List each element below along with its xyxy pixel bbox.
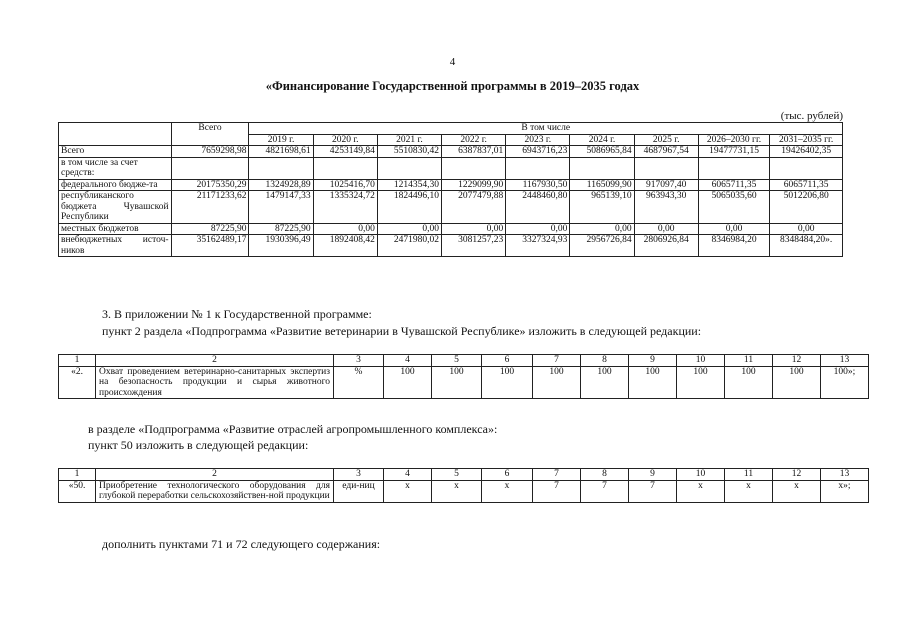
row-total: 21171233,62	[171, 191, 249, 224]
column-number: 8	[581, 355, 629, 367]
row-value: 1892408,42	[313, 235, 377, 257]
paragraph-add-points: дополнить пунктами 71 и 72 следующего содержания:	[102, 537, 381, 551]
row-value: 0,00	[698, 223, 770, 235]
row-value: 2471980,02	[377, 235, 441, 257]
column-number: 2	[96, 355, 334, 367]
column-number: 7	[533, 469, 581, 481]
empty-cell	[442, 157, 506, 179]
row-label: в том числе за счет средств:	[59, 157, 172, 179]
table-cell: 7	[629, 480, 677, 502]
table-cell: х»;	[821, 480, 869, 502]
row-value: 8346984,20	[698, 235, 770, 257]
column-number: 4	[384, 355, 432, 367]
finance-row	[59, 223, 843, 235]
units-note: (тыс. рублей)	[780, 110, 843, 122]
row-value: 5086965,84	[570, 146, 634, 158]
table-cell: х	[773, 480, 821, 502]
row-value: 963943,30	[634, 191, 698, 224]
finance-table	[58, 122, 843, 257]
table-cell: %	[334, 366, 384, 399]
row-value: 2806926,84	[634, 235, 698, 257]
row-total: 35162489,17	[171, 235, 249, 257]
row-value: 4253149,84	[313, 146, 377, 158]
table-cell: х	[677, 480, 725, 502]
column-number: 4	[384, 469, 432, 481]
year-header: 2019 г.	[249, 134, 313, 146]
column-number: 5	[432, 469, 482, 481]
column-number: 5	[432, 355, 482, 367]
finance-row	[59, 191, 843, 224]
column-number: 12	[773, 355, 821, 367]
page-number: 4	[449, 56, 456, 68]
paragraph-3: 3. В приложении № 1 к Государственной программе:	[102, 307, 372, 321]
year-header: 2025 г.	[634, 134, 698, 146]
row-value: 6065711,35	[770, 179, 843, 191]
table-cell: 100	[432, 366, 482, 399]
table-cell: 100	[581, 366, 629, 399]
row-value: 1165099,90	[570, 179, 634, 191]
finance-row	[59, 179, 843, 191]
row-value: 0,00	[770, 223, 843, 235]
row-value: 2077479,88	[442, 191, 506, 224]
column-number: 13	[821, 469, 869, 481]
table-cell: 100	[773, 366, 821, 399]
finance-row	[59, 146, 843, 158]
row-value: 1025416,70	[313, 179, 377, 191]
header-empty	[59, 123, 172, 146]
row-value: 2448460,80	[506, 191, 570, 224]
row-label: федерального бюдже-та	[59, 179, 172, 191]
row-value: 1167930,50	[506, 179, 570, 191]
row-value: 5012206,80	[770, 191, 843, 224]
row-value: 0,00	[570, 223, 634, 235]
row-value: 3081257,23	[442, 235, 506, 257]
row-value: 19477731,15	[698, 146, 770, 158]
year-header: 2021 г.	[377, 134, 441, 146]
year-header: 2026–2030 гг.	[698, 134, 770, 146]
row-label: республиканского бюджета Чувашской Республики	[59, 191, 172, 224]
row-value: 1229099,90	[442, 179, 506, 191]
row-total: 20175350,29	[171, 179, 249, 191]
row-value: 87225,90	[249, 223, 313, 235]
row-total: 87225,90	[171, 223, 249, 235]
table-cell: х	[384, 480, 432, 502]
row-value: 1930396,49	[249, 235, 313, 257]
row-value: 19426402,35	[770, 146, 843, 158]
column-number: 6	[482, 355, 533, 367]
column-number: 10	[677, 355, 725, 367]
empty-cell	[171, 157, 249, 179]
column-number: 8	[581, 469, 629, 481]
row-value: 0,00	[442, 223, 506, 235]
row-value: 1335324,72	[313, 191, 377, 224]
table-cell: 100	[677, 366, 725, 399]
column-number: 13	[821, 355, 869, 367]
row-value: 4687967,54	[634, 146, 698, 158]
paragraph-point-50: пункт 50 изложить в следующей редакции:	[88, 438, 309, 452]
row-value: 2956726,84	[570, 235, 634, 257]
column-number: 3	[334, 355, 384, 367]
year-header: 2031–2035 гг.	[770, 134, 843, 146]
row-value: 0,00	[634, 223, 698, 235]
table-cell: 100	[725, 366, 773, 399]
row-value: 1479147,33	[249, 191, 313, 224]
program-table-point-2	[58, 354, 869, 399]
year-header: 2022 г.	[442, 134, 506, 146]
row-total: 7659298,98	[171, 146, 249, 158]
empty-cell	[698, 157, 770, 179]
row-value: 6065711,35	[698, 179, 770, 191]
table-cell: х	[725, 480, 773, 502]
row-value: 8348484,20».	[770, 235, 843, 257]
column-number: 1	[59, 469, 96, 481]
paragraph-point-2: пункт 2 раздела «Подпрограмма «Развитие ветеринарии в Чувашской Республике» изложить в следующей редакции:	[102, 324, 702, 338]
table-cell: 100	[533, 366, 581, 399]
document-title: «Финансирование Государственной программы в 2019–2035 годах	[265, 79, 640, 93]
row-value: 6943716,23	[506, 146, 570, 158]
row-value: 5065035,60	[698, 191, 770, 224]
row-value: 1324928,89	[249, 179, 313, 191]
row-value: 3327324,93	[506, 235, 570, 257]
table-cell: «2.	[59, 366, 96, 399]
header-group: В том числе	[249, 123, 843, 135]
row-label: внебюджетных источ-ников	[59, 235, 172, 257]
empty-cell	[249, 157, 313, 179]
table-cell: 100	[482, 366, 533, 399]
empty-cell	[377, 157, 441, 179]
row-value: 6387837,01	[442, 146, 506, 158]
indicator-name: Приобретение технологического оборудования для глубокой переработки сельскохозяйствен-ной продукции	[96, 480, 334, 502]
row-label: местных бюджетов	[59, 223, 172, 235]
empty-cell	[570, 157, 634, 179]
header-total: Всего	[171, 123, 249, 146]
table-cell: 100	[629, 366, 677, 399]
row-label: Всего	[59, 146, 172, 158]
row-value: 0,00	[313, 223, 377, 235]
column-number: 7	[533, 355, 581, 367]
empty-cell	[634, 157, 698, 179]
table-cell: 100	[384, 366, 432, 399]
row-value: 4821698,61	[249, 146, 313, 158]
column-number: 6	[482, 469, 533, 481]
row-value: 1824496,10	[377, 191, 441, 224]
row-value: 5510830,42	[377, 146, 441, 158]
indicator-name: Охват проведением ветеринарно-санитарных экспертиз на безопасность продукции и сырья животного происхождения	[96, 366, 334, 399]
empty-cell	[313, 157, 377, 179]
column-number: 3	[334, 469, 384, 481]
column-number: 2	[96, 469, 334, 481]
table-cell: 7	[581, 480, 629, 502]
row-value: 0,00	[506, 223, 570, 235]
paragraph-section: в разделе «Подпрограмма «Развитие отраслей агропромышленного комплекса»:	[88, 422, 498, 436]
finance-row	[59, 235, 843, 257]
table-cell: «50.	[59, 480, 96, 502]
column-number: 10	[677, 469, 725, 481]
finance-row	[59, 157, 843, 179]
empty-cell	[506, 157, 570, 179]
table-cell: еди-ниц	[334, 480, 384, 502]
row-value: 0,00	[377, 223, 441, 235]
empty-cell	[770, 157, 843, 179]
year-header: 2023 г.	[506, 134, 570, 146]
column-number: 1	[59, 355, 96, 367]
column-number: 12	[773, 469, 821, 481]
table-cell: 100»;	[821, 366, 869, 399]
row-value: 917097,40	[634, 179, 698, 191]
table-cell: 7	[533, 480, 581, 502]
column-number: 9	[629, 469, 677, 481]
table-cell: х	[432, 480, 482, 502]
row-value: 965139,10	[570, 191, 634, 224]
row-value: 1214354,30	[377, 179, 441, 191]
year-header: 2024 г.	[570, 134, 634, 146]
table-cell: х	[482, 480, 533, 502]
column-number: 9	[629, 355, 677, 367]
column-number: 11	[725, 469, 773, 481]
year-header: 2020 г.	[313, 134, 377, 146]
column-number: 11	[725, 355, 773, 367]
program-table-point-50	[58, 468, 869, 503]
